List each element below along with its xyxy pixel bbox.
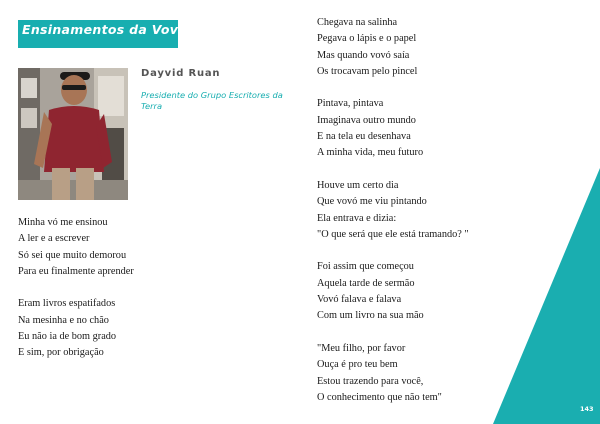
poem-line: A minha vida, meu futuro bbox=[317, 147, 424, 159]
poem-stanza bbox=[317, 259, 469, 324]
poem-line: Minha vó me ensinou bbox=[18, 217, 108, 228]
poem-line: Eu não ia de bom grado bbox=[18, 331, 117, 343]
poem-line: Foi assim que começou bbox=[317, 261, 414, 273]
poem-line: E sim, por obrigação bbox=[18, 347, 104, 359]
poem-line: A ler e a escrever bbox=[18, 233, 90, 245]
poem-line: Pintava, pintava bbox=[317, 98, 384, 110]
poem-line: Para eu finalmente aprender bbox=[18, 265, 134, 277]
poem-line: Os trocavam pelo pincel bbox=[317, 65, 418, 77]
poem-column-right bbox=[317, 15, 469, 422]
poem-line: Com um livro na sua mão bbox=[317, 310, 424, 322]
poem-line: Só sei que muito demorou bbox=[18, 249, 127, 261]
poem-stanza bbox=[317, 15, 469, 80]
poem-line: E na tela eu desenhava bbox=[317, 131, 411, 143]
poem-line: "O que será que ele está tramando? " bbox=[317, 228, 469, 240]
poem-line: Pegava o lápis e o papel bbox=[317, 33, 417, 45]
poem-line: Mas quando vovó saía bbox=[317, 49, 410, 61]
poem-stanza bbox=[18, 215, 134, 280]
author-name: Dayvid Ruan bbox=[141, 68, 221, 79]
poem-stanza bbox=[18, 296, 134, 361]
poem-line: "Meu filho, por favor bbox=[317, 342, 406, 354]
poem-line: Ouça é pro teu bem bbox=[317, 359, 398, 371]
title-banner bbox=[18, 20, 188, 48]
poem-line: Eram livros espatifados bbox=[18, 298, 116, 310]
poem-line: Imaginava outro mundo bbox=[317, 114, 416, 126]
author-photo bbox=[18, 68, 128, 200]
poem-line: Chegava na salinha bbox=[317, 17, 398, 28]
poem-stanza bbox=[317, 178, 469, 243]
poem-line: O conhecimento que não tem" bbox=[317, 391, 442, 403]
poem-line: Estou trazendo para você, bbox=[317, 375, 424, 387]
poem-stanza bbox=[317, 341, 469, 406]
poem-line: Que vovó me viu pintando bbox=[317, 196, 427, 208]
poem-line: Ela entrava e dizia: bbox=[317, 212, 397, 224]
poem-column-left bbox=[18, 215, 134, 378]
page-number: 143 bbox=[580, 405, 594, 413]
author-role: Presidente do Grupo Escritores da Terra bbox=[141, 90, 283, 111]
poem-line: Na mesinha e no chão bbox=[18, 314, 109, 326]
poem-line: Aquela tarde de sermão bbox=[317, 277, 415, 289]
poem-line: Houve um certo dia bbox=[317, 179, 399, 191]
poem-line: Vovó falava e falava bbox=[317, 294, 402, 306]
page-title: Ensinamentos da Vovó bbox=[22, 22, 188, 37]
poem-stanza bbox=[317, 96, 469, 161]
